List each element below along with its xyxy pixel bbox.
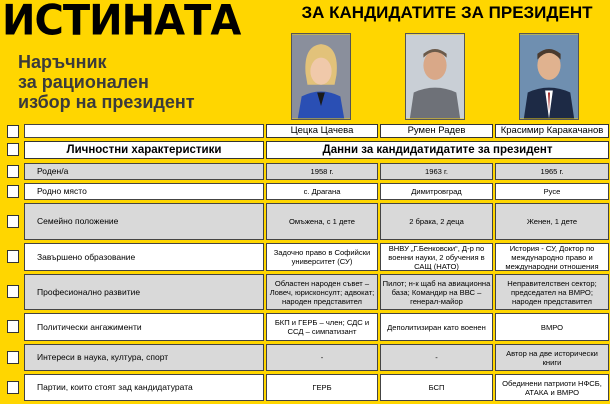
subtitle-line: Наръчник bbox=[18, 52, 107, 72]
row-value: 2 брака, 2 деца bbox=[380, 203, 493, 240]
row-marker bbox=[7, 285, 19, 298]
row-marker bbox=[7, 351, 19, 364]
subtitle bbox=[18, 52, 195, 112]
row-value: Областен народен съвет – Ловеч, юрисконсулт; адвокат; народен представител bbox=[266, 274, 378, 310]
row-label: Родно място bbox=[24, 183, 264, 200]
row-value: Задочно право в Софийски университет (СУ) bbox=[266, 243, 378, 271]
row-value: 1965 г. bbox=[495, 163, 609, 180]
page-headline: ЗА КАНДИДАТИТЕ ЗА ПРЕЗИДЕНТ bbox=[301, 3, 593, 22]
row-value: Женен, 1 дете bbox=[495, 203, 609, 240]
row-label: Професионално развитие bbox=[24, 274, 264, 310]
row-value: История - СУ, Доктор по международно право и международни отношения bbox=[495, 243, 609, 271]
left-header: Личностни характеристики bbox=[24, 141, 264, 159]
portrait-man-icon bbox=[406, 34, 464, 119]
row-value: Омъжена, с 1 дете bbox=[266, 203, 378, 240]
row-value: Автор на две исторически книги bbox=[495, 344, 609, 371]
row-marker bbox=[7, 320, 19, 333]
row-value: Деполитизиран като военен bbox=[380, 313, 493, 341]
row-label: Роден/а bbox=[24, 163, 264, 180]
row-label: Завършено образование bbox=[24, 243, 264, 271]
portrait-man-suit-icon bbox=[520, 34, 578, 119]
row-value: БКП и ГЕРБ – член; СДС и ССД – симпатизант bbox=[266, 313, 378, 341]
row-label: Партии, които стоят зад кандидатурата bbox=[24, 374, 264, 401]
candidate-name-3: Красимир Каракачанов bbox=[495, 124, 609, 138]
row-value: ВМРО bbox=[495, 313, 609, 341]
row-marker bbox=[7, 215, 19, 228]
right-header: Данни за кандидатидатите за президент bbox=[266, 141, 609, 159]
row-value: - bbox=[380, 344, 493, 371]
row-marker bbox=[7, 381, 19, 394]
row-value: - bbox=[266, 344, 378, 371]
candidate-name-2: Румен Радев bbox=[380, 124, 493, 138]
row-label: Политически ангажименти bbox=[24, 313, 264, 341]
candidate-photo-3 bbox=[519, 33, 579, 120]
row-value: БСП bbox=[380, 374, 493, 401]
row-label: Семейно положение bbox=[24, 203, 264, 240]
row-value: Русе bbox=[495, 183, 609, 200]
blank-bar bbox=[24, 124, 264, 138]
row-value: с. Драгана bbox=[266, 183, 378, 200]
row-value: Пилот; н-к щаб на авиационна база; Командир на ВВС – генерал-майор bbox=[380, 274, 493, 310]
row-marker bbox=[7, 185, 19, 198]
row-value: Неправителствен сектор; председател на ВМРО; народен представител bbox=[495, 274, 609, 310]
logo: ИСТИНАТА bbox=[2, 0, 241, 46]
row-label: Интереси в наука, култура, спорт bbox=[24, 344, 264, 371]
row-marker bbox=[7, 165, 19, 178]
row-marker bbox=[7, 250, 19, 263]
portrait-woman-icon bbox=[292, 34, 350, 119]
candidate-photo-1 bbox=[291, 33, 351, 120]
subtitle-line: за рационален bbox=[18, 72, 149, 92]
row-value: 1963 г. bbox=[380, 163, 493, 180]
row-marker bbox=[7, 143, 19, 156]
row-value: 1958 г. bbox=[266, 163, 378, 180]
row-marker bbox=[7, 125, 19, 138]
subtitle-line: избор на президент bbox=[18, 92, 195, 112]
candidate-photo-2 bbox=[405, 33, 465, 120]
candidate-name-1: Цецка Цачева bbox=[266, 124, 378, 138]
row-value: ВНВУ „Г.Бенковски“, Д-р по военни науки, 2 обучения в САЩ (НАТО) bbox=[380, 243, 493, 271]
row-value: Обединени патриоти НФСБ, АТАКА и ВМРО bbox=[495, 374, 609, 401]
row-value: ГЕРБ bbox=[266, 374, 378, 401]
row-value: Димитровград bbox=[380, 183, 493, 200]
